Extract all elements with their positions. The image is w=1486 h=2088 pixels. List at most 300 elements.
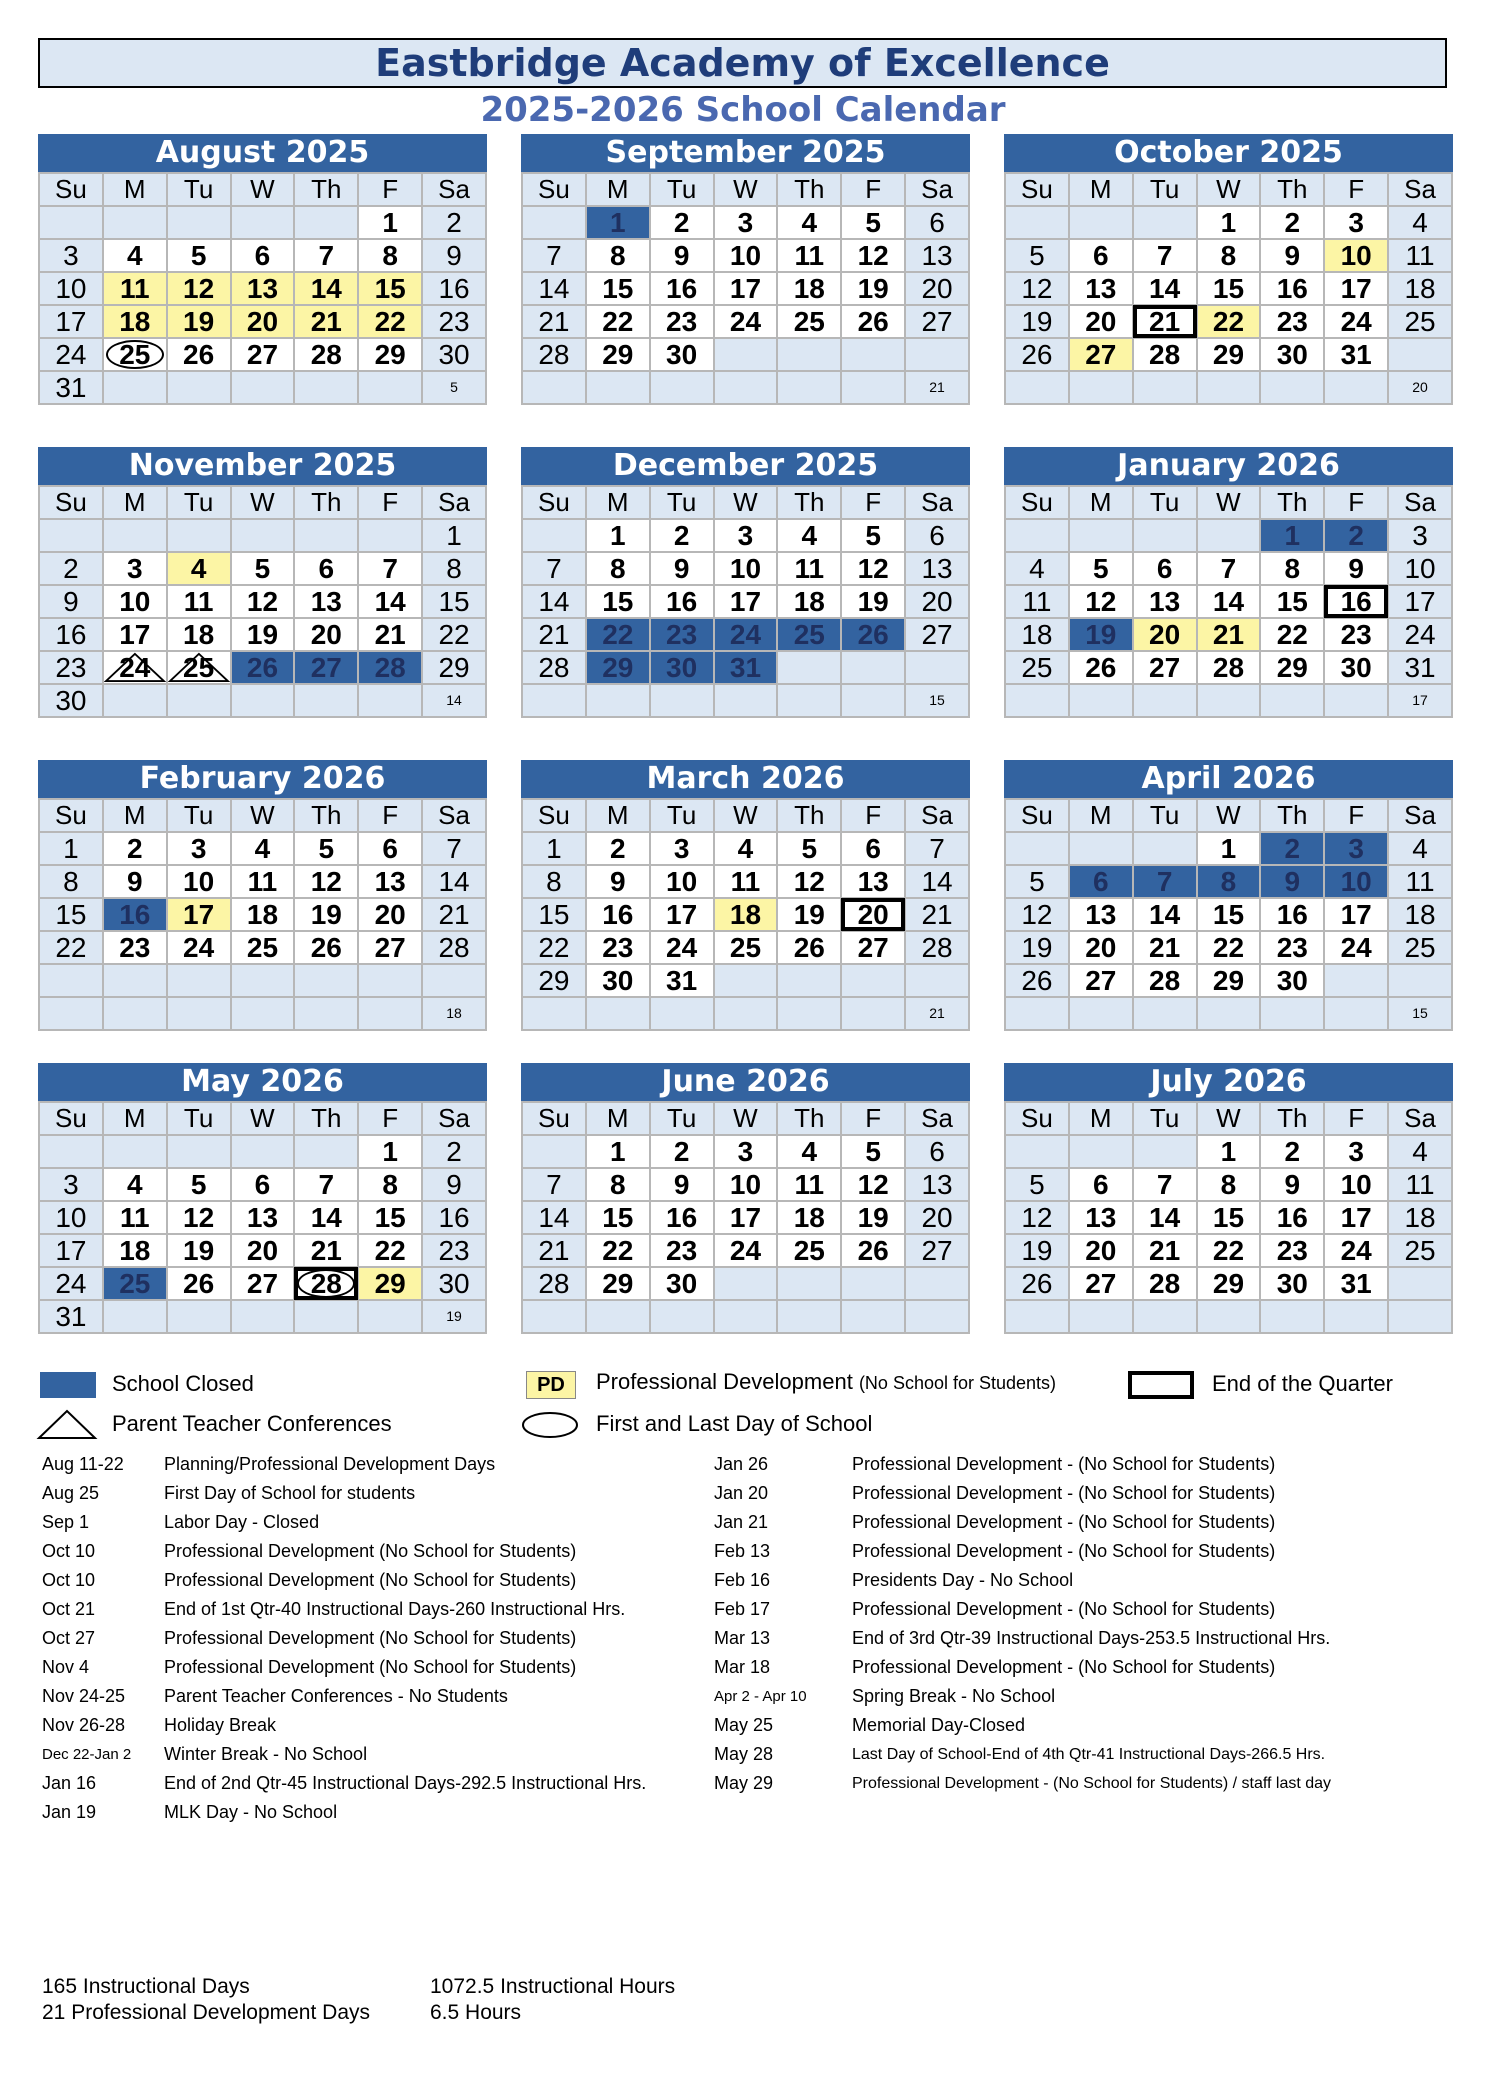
day-cell: 1 <box>1197 832 1261 865</box>
day-cell: 4 <box>714 832 778 865</box>
day-cell: 4 <box>103 1168 167 1201</box>
empty-day-cell <box>294 964 358 997</box>
day-cell: 31 <box>39 1300 103 1333</box>
empty-day-cell <box>1069 1300 1133 1333</box>
week-row <box>522 338 969 371</box>
empty-day-cell <box>905 1267 969 1300</box>
day-cell: 22 <box>422 618 486 651</box>
day-cell: 6 <box>1069 239 1133 272</box>
empty-day-cell <box>905 964 969 997</box>
note-text: End of 1st Qtr-40 Instructional Days-260 Instructional Hrs. <box>164 1599 626 1619</box>
day-cell: 8 <box>586 239 650 272</box>
empty-day-cell <box>841 997 905 1030</box>
day-cell: 27 <box>905 1234 969 1267</box>
day-cell: 17 <box>39 305 103 338</box>
note-date: Jan 21 <box>714 1512 769 1532</box>
empty-day-cell <box>103 964 167 997</box>
pd-badge <box>526 1371 576 1399</box>
day-cell: 10 <box>1388 552 1452 585</box>
day-cell: 22 <box>358 1234 422 1267</box>
day-cell: 8 <box>358 239 422 272</box>
empty-day-cell <box>650 997 714 1030</box>
empty-day-cell <box>522 519 586 552</box>
day-cell: 27 <box>1133 651 1197 684</box>
day-cell: 16 <box>650 1201 714 1234</box>
day-cell: 29 <box>586 651 650 684</box>
week-row <box>39 519 486 552</box>
empty-day-cell <box>777 964 841 997</box>
empty-day-cell <box>1197 519 1261 552</box>
day-cell: 31 <box>39 371 103 404</box>
day-cell: 23 <box>1324 618 1388 651</box>
weekday-header: Su <box>39 173 103 206</box>
empty-day-cell <box>777 371 841 404</box>
day-cell: 4 <box>1388 206 1452 239</box>
day-cell: 2 <box>1324 519 1388 552</box>
legend-first-last-day: First and Last Day of School <box>596 1411 873 1436</box>
note-date: Jan 26 <box>714 1454 769 1474</box>
day-cell: 15 <box>1260 585 1324 618</box>
day-cell: 2 <box>422 1135 486 1168</box>
month-title: May 2026 <box>38 1063 487 1101</box>
day-cell: 26 <box>1069 651 1133 684</box>
week-row <box>1005 1267 1452 1300</box>
instructional-hours: 1072.5 Instructional Hours <box>430 1975 676 1998</box>
weekday-header: Su <box>1005 173 1069 206</box>
day-cell: 20 <box>1133 618 1197 651</box>
day-cell: 15 <box>358 1201 422 1234</box>
day-cell: 11 <box>714 865 778 898</box>
pd-badge-label: PD <box>537 1374 565 1396</box>
month-title: March 2026 <box>521 760 970 798</box>
empty-day-cell <box>39 206 103 239</box>
day-cell: 11 <box>777 552 841 585</box>
note-text: End of 2nd Qtr-45 Instructional Days-292.5 Instructional Hrs. <box>164 1773 647 1793</box>
note-date: Aug 25 <box>42 1483 100 1503</box>
day-cell: 4 <box>777 1135 841 1168</box>
weekday-header: F <box>358 799 422 832</box>
day-cell: 19 <box>1005 1234 1069 1267</box>
week-row <box>522 1267 969 1300</box>
day-cell: 9 <box>1324 552 1388 585</box>
week-row <box>1005 684 1452 717</box>
weekday-header: F <box>358 486 422 519</box>
empty-day-cell <box>1133 371 1197 404</box>
day-cell: 5 <box>777 832 841 865</box>
day-cell: 22 <box>1260 618 1324 651</box>
empty-day-cell <box>1388 964 1452 997</box>
empty-day-cell <box>1324 1300 1388 1333</box>
weekday-header: M <box>103 173 167 206</box>
week-row <box>1005 1300 1452 1333</box>
day-cell: 1 <box>1260 519 1324 552</box>
day-cell: 19 <box>841 272 905 305</box>
day-cell: 9 <box>1260 865 1324 898</box>
weekday-header: M <box>103 1102 167 1135</box>
day-cell: 10 <box>39 272 103 305</box>
day-cell: 7 <box>522 239 586 272</box>
weekday-header: Sa <box>905 173 969 206</box>
day-cell: 14 <box>1133 272 1197 305</box>
week-row <box>1005 305 1452 338</box>
day-cell: 8 <box>586 1168 650 1201</box>
empty-day-cell <box>1197 1300 1261 1333</box>
day-cell: 3 <box>1324 832 1388 865</box>
day-cell: 28 <box>1133 1267 1197 1300</box>
day-cell: 14 <box>1197 585 1261 618</box>
day-cell: 10 <box>103 585 167 618</box>
note-date: Jan 19 <box>42 1802 97 1822</box>
day-cell: 9 <box>422 239 486 272</box>
day-cell: 25 <box>103 338 167 371</box>
day-cell: 16 <box>103 898 167 931</box>
empty-day-cell <box>1069 997 1133 1030</box>
weekday-header: W <box>231 173 295 206</box>
day-cell: 19 <box>1005 305 1069 338</box>
empty-day-cell <box>39 997 103 1030</box>
empty-day-cell <box>358 371 422 404</box>
day-cell: 25 <box>714 931 778 964</box>
day-cell: 20 <box>1069 1234 1133 1267</box>
day-cell: 25 <box>777 618 841 651</box>
day-cell: 26 <box>167 338 231 371</box>
footer-days <box>42 1974 370 2026</box>
weekday-header: Th <box>1260 1102 1324 1135</box>
day-cell: 14 <box>294 272 358 305</box>
note-text: Professional Development (No School for Students) <box>164 1628 577 1648</box>
week-row <box>522 1201 969 1234</box>
note-text: Professional Development (No School for Students) <box>164 1570 577 1590</box>
weekday-header: F <box>1324 486 1388 519</box>
empty-day-cell <box>167 964 231 997</box>
day-cell: 30 <box>650 1267 714 1300</box>
empty-day-cell <box>1069 206 1133 239</box>
empty-day-cell <box>841 651 905 684</box>
day-cell: 21 <box>1133 1234 1197 1267</box>
empty-day-cell <box>1324 964 1388 997</box>
day-cell: 18 <box>1388 272 1452 305</box>
day-cell: 1 <box>422 519 486 552</box>
day-cell: 9 <box>103 865 167 898</box>
weekday-header: Sa <box>422 486 486 519</box>
empty-day-cell <box>358 964 422 997</box>
day-cell: 8 <box>522 865 586 898</box>
day-cell: 15 <box>1197 1201 1261 1234</box>
day-cell: 26 <box>841 618 905 651</box>
note-row <box>714 1479 1331 1508</box>
day-cell: 19 <box>294 898 358 931</box>
day-cell: 25 <box>167 651 231 684</box>
school-name: Eastbridge Academy of Excellence <box>375 41 1110 85</box>
day-cell: 15 <box>1197 898 1261 931</box>
first-last-day-oval-icon <box>106 340 164 369</box>
day-cell: 21 <box>358 618 422 651</box>
day-cell: 13 <box>1133 585 1197 618</box>
day-cell: 9 <box>39 585 103 618</box>
legend-pd-label: Professional Development <box>596 1369 853 1394</box>
day-cell: 21 <box>294 305 358 338</box>
note-text: Professional Development (No School for Students) <box>164 1657 577 1677</box>
week-row <box>1005 832 1452 865</box>
day-cell: 2 <box>1260 1135 1324 1168</box>
week-row <box>39 832 486 865</box>
day-cell: 18 <box>777 272 841 305</box>
day-cell: 29 <box>522 964 586 997</box>
instructional-day-count: 15 <box>905 684 969 717</box>
empty-day-cell <box>231 964 295 997</box>
note-text: Labor Day - Closed <box>164 1512 320 1532</box>
weekday-header: Tu <box>1133 1102 1197 1135</box>
month-title: January 2026 <box>1004 447 1453 485</box>
weekday-header: Su <box>522 486 586 519</box>
day-cell: 2 <box>650 1135 714 1168</box>
day-cell: 20 <box>905 272 969 305</box>
day-cell: 21 <box>522 618 586 651</box>
day-cell: 29 <box>1197 1267 1261 1300</box>
weekday-header: Tu <box>1133 799 1197 832</box>
day-cell: 11 <box>1388 239 1452 272</box>
day-cell: 5 <box>841 519 905 552</box>
day-cell: 8 <box>422 552 486 585</box>
empty-day-cell <box>294 206 358 239</box>
day-cell: 13 <box>1069 272 1133 305</box>
day-cell: 26 <box>294 931 358 964</box>
month-title: April 2026 <box>1004 760 1453 798</box>
week-row <box>522 684 969 717</box>
weekday-header: M <box>586 799 650 832</box>
day-cell: 25 <box>777 1234 841 1267</box>
empty-day-cell <box>841 964 905 997</box>
day-cell: 28 <box>1197 651 1261 684</box>
day-cell: 16 <box>650 272 714 305</box>
day-cell: 24 <box>1324 931 1388 964</box>
day-cell: 19 <box>231 618 295 651</box>
day-cell: 9 <box>650 239 714 272</box>
day-cell: 3 <box>39 1168 103 1201</box>
day-cell: 5 <box>231 552 295 585</box>
calendar-title-box <box>38 38 1447 88</box>
day-cell: 14 <box>522 272 586 305</box>
day-cell: 1 <box>1197 206 1261 239</box>
week-row <box>39 552 486 585</box>
month-calendar <box>521 447 970 718</box>
weekday-header: Th <box>777 173 841 206</box>
weekday-header: Su <box>522 173 586 206</box>
day-cell: 18 <box>103 305 167 338</box>
day-cell: 4 <box>777 206 841 239</box>
empty-day-cell <box>294 684 358 717</box>
weekday-header: W <box>714 486 778 519</box>
day-cell: 13 <box>905 1168 969 1201</box>
day-cell: 7 <box>905 832 969 865</box>
weekday-header: Sa <box>905 1102 969 1135</box>
empty-day-cell <box>1069 684 1133 717</box>
weekday-header: Su <box>39 486 103 519</box>
legend-end-of-quarter: End of the Quarter <box>1212 1371 1393 1396</box>
day-cell: 18 <box>1005 618 1069 651</box>
day-cell: 8 <box>1197 239 1261 272</box>
empty-day-cell <box>777 651 841 684</box>
day-cell: 18 <box>1388 898 1452 931</box>
day-cell: 5 <box>841 206 905 239</box>
day-cell: 5 <box>1005 239 1069 272</box>
day-cell: 10 <box>1324 1168 1388 1201</box>
day-cell: 1 <box>586 519 650 552</box>
day-cell: 10 <box>1324 239 1388 272</box>
day-cell: 28 <box>1133 338 1197 371</box>
day-cell: 21 <box>294 1234 358 1267</box>
day-cell: 6 <box>841 832 905 865</box>
empty-day-cell <box>167 519 231 552</box>
day-cell: 2 <box>650 519 714 552</box>
day-cell: 13 <box>294 585 358 618</box>
month-calendar <box>521 134 970 405</box>
day-cell: 27 <box>1069 964 1133 997</box>
day-cell: 19 <box>777 898 841 931</box>
day-cell: 2 <box>1260 832 1324 865</box>
day-cell: 20 <box>358 898 422 931</box>
empty-day-cell <box>522 1135 586 1168</box>
day-cell: 11 <box>1388 1168 1452 1201</box>
oval-icon <box>520 1410 580 1440</box>
day-hours: 6.5 Hours <box>430 2001 522 2024</box>
weekday-header: Tu <box>650 799 714 832</box>
day-cell: 2 <box>650 206 714 239</box>
day-cell: 17 <box>103 618 167 651</box>
day-cell: 24 <box>167 931 231 964</box>
day-cell: 29 <box>586 338 650 371</box>
day-cell: 1 <box>358 206 422 239</box>
week-row <box>39 272 486 305</box>
day-cell: 7 <box>522 552 586 585</box>
note-date: Mar 13 <box>714 1628 771 1648</box>
day-cell: 11 <box>1005 585 1069 618</box>
day-cell: 13 <box>358 865 422 898</box>
day-cell: 12 <box>294 865 358 898</box>
week-row <box>1005 865 1452 898</box>
empty-day-cell <box>777 338 841 371</box>
month-grid <box>521 485 970 718</box>
day-cell: 30 <box>39 684 103 717</box>
empty-day-cell <box>1069 519 1133 552</box>
empty-day-cell <box>1324 371 1388 404</box>
empty-day-cell <box>714 1300 778 1333</box>
empty-day-cell <box>1197 684 1261 717</box>
day-cell: 2 <box>39 552 103 585</box>
day-cell: 28 <box>905 931 969 964</box>
day-cell: 19 <box>1005 931 1069 964</box>
day-cell: 25 <box>777 305 841 338</box>
day-cell: 20 <box>231 305 295 338</box>
week-row <box>1005 997 1452 1030</box>
empty-day-cell <box>294 1300 358 1333</box>
day-cell: 4 <box>1388 1135 1452 1168</box>
day-cell: 24 <box>1388 618 1452 651</box>
week-row <box>1005 1168 1452 1201</box>
day-cell: 17 <box>39 1234 103 1267</box>
day-cell: 7 <box>358 552 422 585</box>
day-cell: 4 <box>231 832 295 865</box>
note-row <box>42 1450 646 1479</box>
weekday-header: Tu <box>167 486 231 519</box>
day-cell: 30 <box>586 964 650 997</box>
empty-day-cell <box>39 519 103 552</box>
day-cell: 28 <box>358 651 422 684</box>
day-cell: 3 <box>714 519 778 552</box>
day-cell: 16 <box>1260 1201 1324 1234</box>
day-cell: 26 <box>841 305 905 338</box>
week-row <box>522 832 969 865</box>
note-row <box>42 1624 646 1653</box>
weekday-header: F <box>841 1102 905 1135</box>
day-cell: 25 <box>1005 651 1069 684</box>
week-row <box>522 865 969 898</box>
instructional-day-count: 5 <box>422 371 486 404</box>
day-cell: 28 <box>1133 964 1197 997</box>
week-row <box>1005 552 1452 585</box>
day-cell: 1 <box>39 832 103 865</box>
instructional-day-count: 14 <box>422 684 486 717</box>
day-cell: 13 <box>841 865 905 898</box>
day-cell: 23 <box>422 305 486 338</box>
week-row <box>522 519 969 552</box>
note-date: Nov 4 <box>42 1657 90 1677</box>
day-cell: 6 <box>294 552 358 585</box>
month-grid <box>1004 485 1453 718</box>
day-cell: 9 <box>586 865 650 898</box>
day-cell: 24 <box>650 931 714 964</box>
day-cell: 22 <box>1197 1234 1261 1267</box>
note-text: Memorial Day-Closed <box>852 1715 1026 1735</box>
week-row <box>39 1168 486 1201</box>
day-cell: 10 <box>39 1201 103 1234</box>
note-row <box>714 1595 1331 1624</box>
empty-day-cell <box>1260 997 1324 1030</box>
day-cell: 6 <box>1133 552 1197 585</box>
day-cell: 8 <box>358 1168 422 1201</box>
month-grid <box>1004 798 1453 1031</box>
day-cell: 20 <box>1069 931 1133 964</box>
instructional-day-count: 19 <box>422 1300 486 1333</box>
day-cell: 27 <box>294 651 358 684</box>
day-cell: 25 <box>1388 931 1452 964</box>
week-row <box>522 997 969 1030</box>
month-title: August 2025 <box>38 134 487 172</box>
day-cell: 22 <box>586 1234 650 1267</box>
day-cell: 6 <box>905 1135 969 1168</box>
empty-day-cell <box>1260 371 1324 404</box>
month-title: November 2025 <box>38 447 487 485</box>
day-cell: 14 <box>294 1201 358 1234</box>
note-text: First Day of School for students <box>164 1483 416 1503</box>
empty-day-cell <box>1388 1267 1452 1300</box>
day-cell: 19 <box>841 585 905 618</box>
note-text: Professional Development - (No School for Students) <box>852 1483 1276 1503</box>
legend-school-closed: School Closed <box>112 1371 254 1396</box>
day-cell: 18 <box>167 618 231 651</box>
day-cell: 17 <box>1388 585 1452 618</box>
empty-day-cell <box>167 1300 231 1333</box>
month-title: September 2025 <box>521 134 970 172</box>
weekday-header: Su <box>1005 799 1069 832</box>
empty-day-cell <box>231 684 295 717</box>
empty-day-cell <box>905 651 969 684</box>
empty-day-cell <box>714 371 778 404</box>
day-cell: 24 <box>103 651 167 684</box>
day-cell: 19 <box>841 1201 905 1234</box>
empty-day-cell <box>714 964 778 997</box>
day-cell: 7 <box>422 832 486 865</box>
